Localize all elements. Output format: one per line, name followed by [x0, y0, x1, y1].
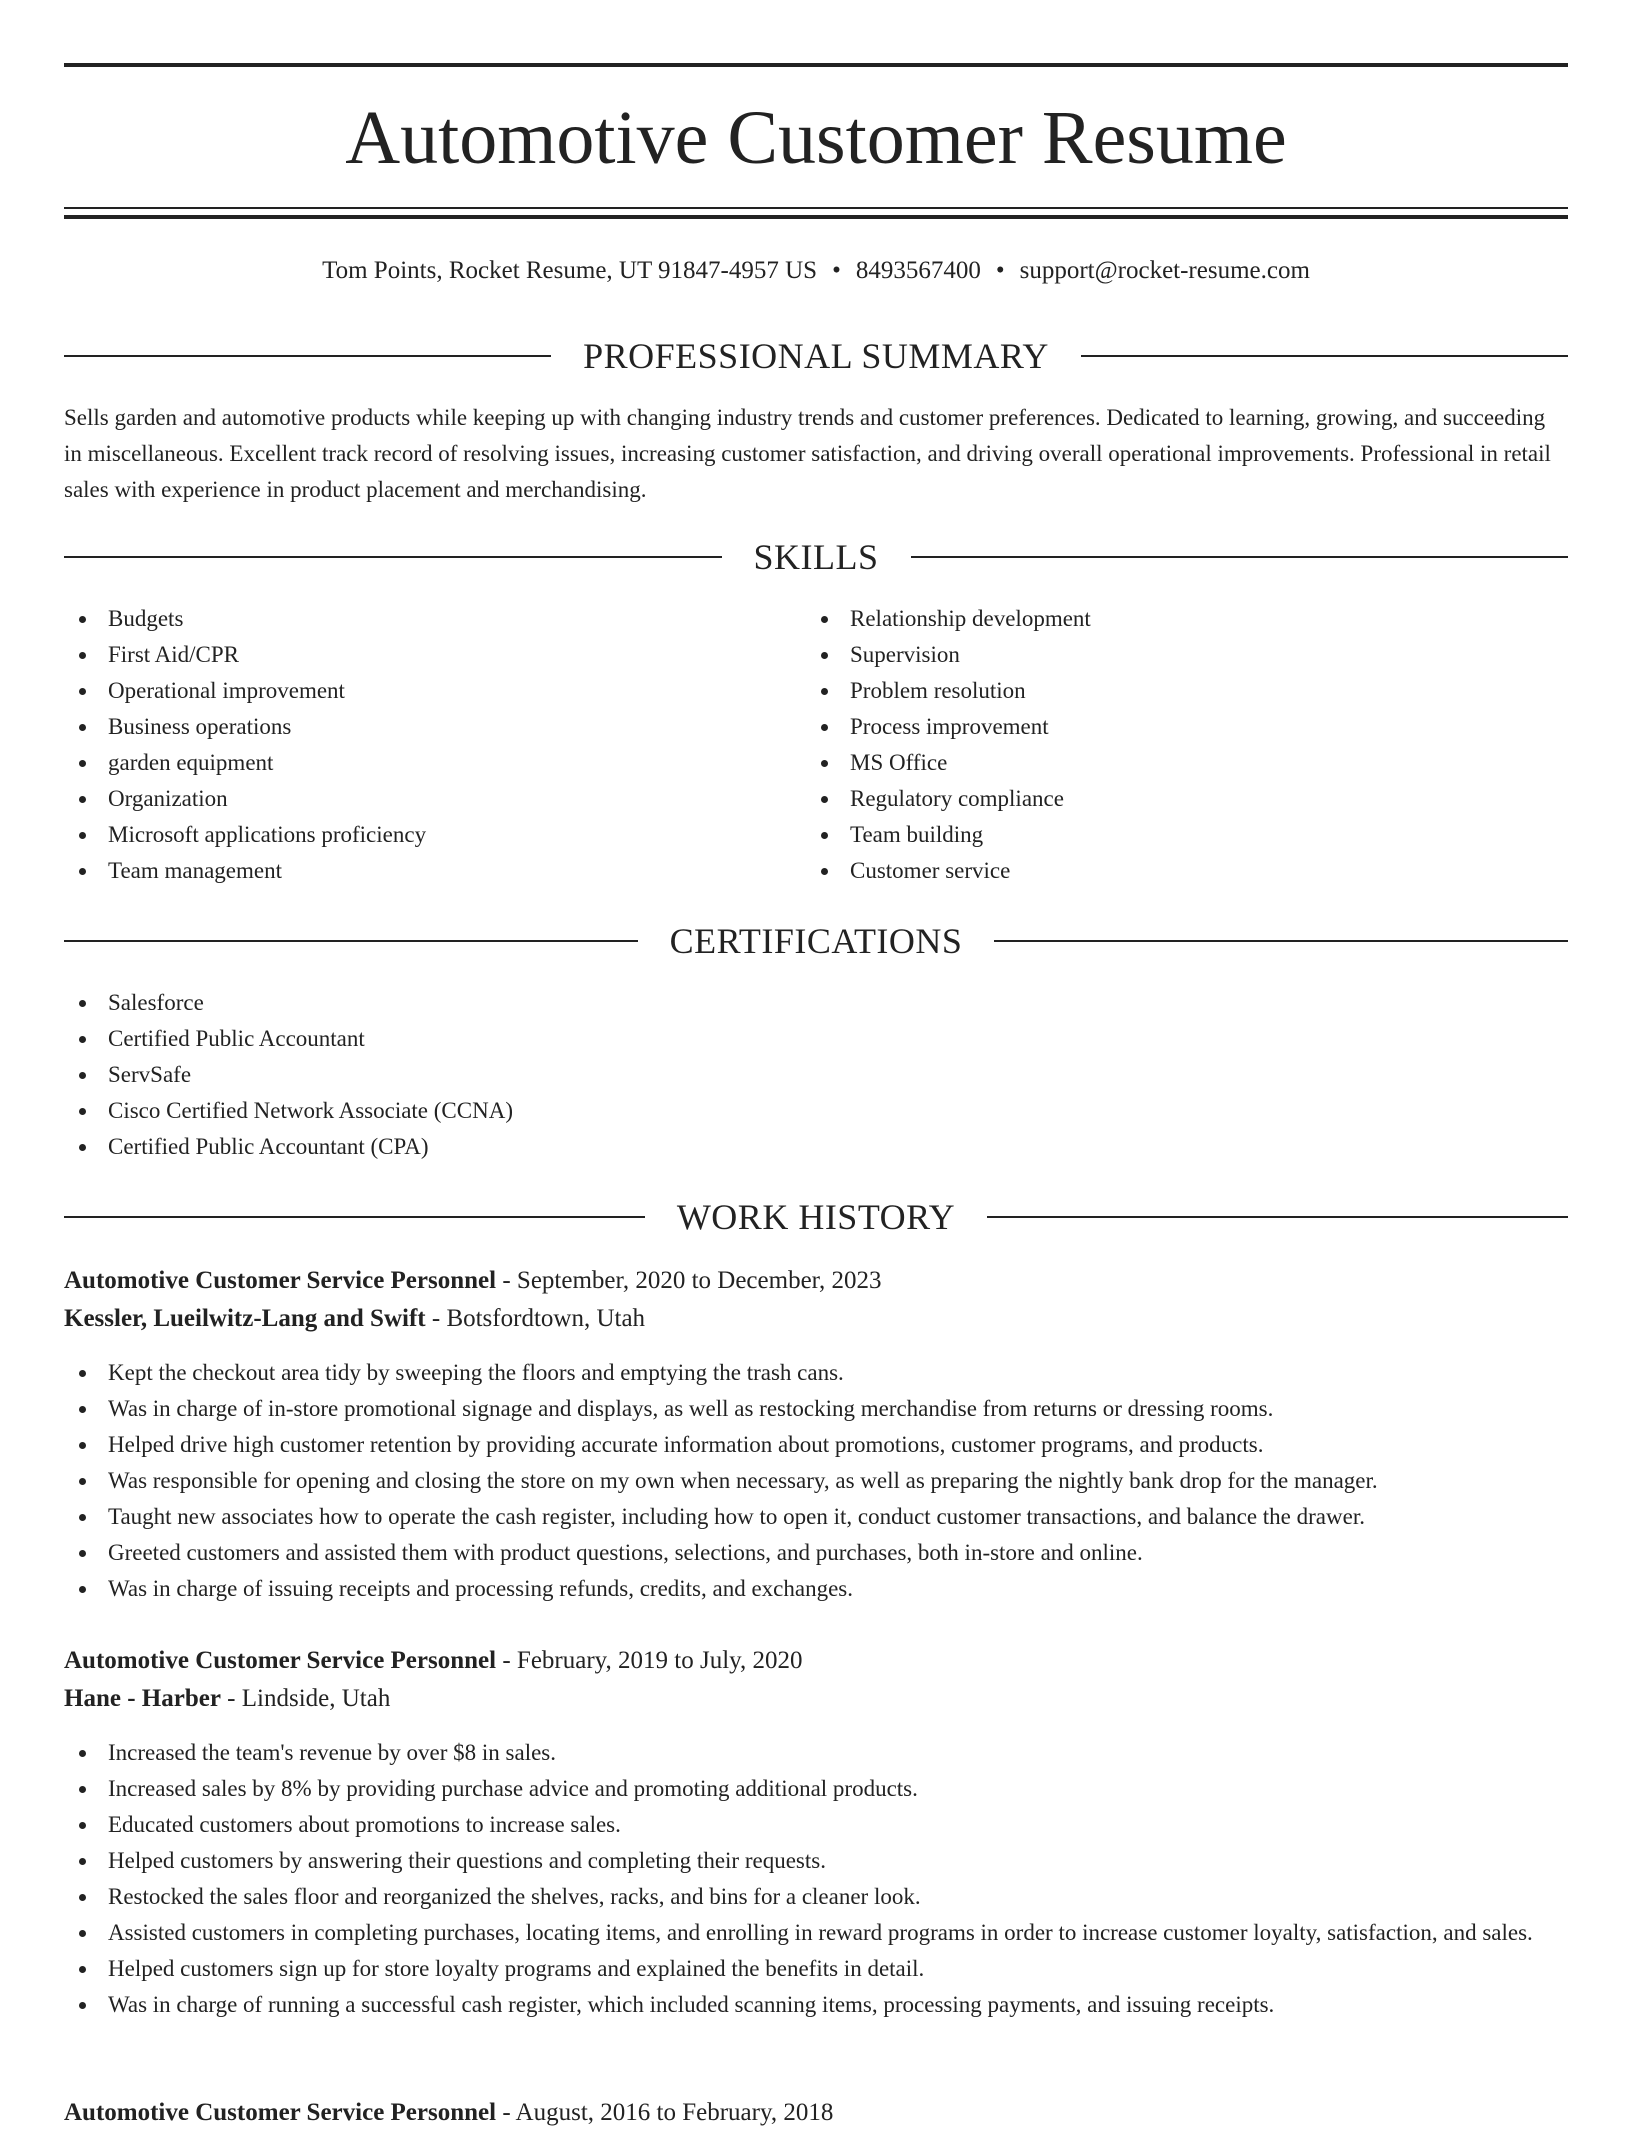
skill-item: Supervision [806, 637, 1526, 673]
job-dates: February, 2019 to July, 2020 [516, 1647, 803, 1674]
job-title-line: Automotive Customer Service Personnel - February, 2019 to July, 2020 [64, 1647, 803, 1674]
skill-item: Team management [64, 853, 784, 889]
job-title: Automotive Customer Service Personnel [64, 1267, 497, 1294]
divider-line [64, 1216, 645, 1218]
job-bullet: Was in charge of issuing receipts and processing refunds, credits, and exchanges. [64, 1571, 1568, 1607]
skill-item: Relationship development [806, 601, 1526, 637]
job-bullet: Helped customers sign up for store loyalty programs and explained the benefits in detail. [64, 1951, 1568, 1987]
job-location: Botsfordtown, Utah [446, 1305, 646, 1332]
section-header-skills [64, 535, 1568, 579]
certification-item: ServSafe [64, 1057, 1568, 1093]
certification-item: Cisco Certified Network Associate (CCNA) [64, 1093, 1568, 1129]
certifications-list [64, 985, 1568, 1165]
job-bullet: Kept the checkout area tidy by sweeping the floors and emptying the trash cans. [64, 1355, 1568, 1391]
section-header-summary [64, 334, 1568, 378]
divider-line [64, 940, 638, 942]
job-company: Kessler, Lueilwitz-Lang and Swift [64, 1305, 426, 1332]
job-title-line: Automotive Customer Service Personnel - September, 2020 to December, 2023 [64, 1267, 882, 1294]
section-title-skills: SKILLS [753, 537, 879, 577]
skills-list-right [806, 601, 1526, 889]
job-bullet: Greeted customers and assisted them with product questions, selections, and purchases, both in-store and online. [64, 1535, 1568, 1571]
job-bullet: Assisted customers in completing purchases, locating items, and enrolling in reward programs in order to increase customer loyalty, satisfaction, and sales. [64, 1915, 1568, 1951]
skill-item: Regulatory compliance [806, 781, 1526, 817]
job-title: Automotive Customer Service Personnel [64, 2099, 497, 2126]
divider-line [64, 556, 722, 558]
job-company-line: Kessler, Lueilwitz-Lang and Swift - Botsfordtown, Utah [64, 1305, 646, 1332]
header-rule-2 [64, 215, 1568, 219]
skill-item: Team building [806, 817, 1526, 853]
resume-title: Automotive Customer Resume [345, 96, 1287, 180]
contact-separator: • [832, 257, 841, 284]
divider-line [994, 940, 1568, 942]
job-bullet: Was in charge of in-store promotional signage and displays, as well as restocking merchandise from returns or dressing rooms. [64, 1391, 1568, 1427]
job-bullet: Increased sales by 8% by providing purchase advice and promoting additional products. [64, 1771, 1568, 1807]
skill-item: Organization [64, 781, 784, 817]
job-bullet: Increased the team's revenue by over $8 in sales. [64, 1735, 1568, 1771]
skill-item: Business operations [64, 709, 784, 745]
certification-item: Certified Public Accountant [64, 1021, 1568, 1057]
contact-line [64, 254, 1568, 288]
job-bullets [64, 1355, 1568, 1607]
job-title: Automotive Customer Service Personnel [64, 1647, 497, 1674]
job-dates: August, 2016 to February, 2018 [515, 2099, 834, 2126]
contact-separator: • [995, 257, 1005, 284]
contact-address: Tom Points, Rocket Resume, UT 91847-4957 US [322, 257, 818, 284]
job-company-line: Hane - Harber - Lindside, Utah [64, 1685, 391, 1712]
skill-item: Budgets [64, 601, 784, 637]
job-bullets [64, 1735, 1568, 2023]
skill-item: Operational improvement [64, 673, 784, 709]
certification-item: Certified Public Accountant (CPA) [64, 1129, 1568, 1165]
skills-list-left [64, 601, 784, 889]
section-header-certifications [64, 919, 1568, 963]
job-bullet: Was responsible for opening and closing the store on my own when necessary, as well as preparing the nightly bank drop for the manager. [64, 1463, 1568, 1499]
divider-line [1081, 355, 1568, 357]
skill-item: Process improvement [806, 709, 1526, 745]
job-bullet: Was in charge of running a successful cash register, which included scanning items, processing payments, and issuing receipts. [64, 1987, 1568, 2023]
skill-item: Customer service [806, 853, 1526, 889]
certification-item: Salesforce [64, 985, 1568, 1021]
skill-item: First Aid/CPR [64, 637, 784, 673]
divider-line [64, 355, 551, 357]
job-company: Hane - Harber [64, 1685, 221, 1712]
header-rule-1 [64, 207, 1568, 209]
section-title-certifications: CERTIFICATIONS [669, 921, 963, 961]
divider-line [911, 556, 1569, 558]
summary-text: Sells garden and automotive products while keeping up with changing industry trends and customer preferences. Dedicated to learning, growing, and succeeding in miscellaneous. Excellent track record of resolving issues, increasing customer satisfaction, and driving overall operational improvements. Professional in retail sales with experience in product placement and merchandising. [64, 405, 1551, 502]
job-bullet: Helped drive high customer retention by providing accurate information about promotions, customer programs, and products. [64, 1427, 1568, 1463]
job-bullet: Helped customers by answering their questions and completing their requests. [64, 1843, 1568, 1879]
contact-email[interactable]: support@rocket-resume.com [1019, 257, 1310, 284]
divider-line [987, 1216, 1568, 1218]
job-location: Lindside, Utah [241, 1685, 391, 1712]
skill-item: MS Office [806, 745, 1526, 781]
skill-item: Problem resolution [806, 673, 1526, 709]
skill-item: Microsoft applications proficiency [64, 817, 784, 853]
contact-phone: 8493567400 [855, 257, 981, 284]
section-title-summary: PROFESSIONAL SUMMARY [583, 336, 1049, 376]
job-dates: September, 2020 to December, 2023 [516, 1267, 882, 1294]
skill-item: garden equipment [64, 745, 784, 781]
job-bullet: Educated customers about promotions to increase sales. [64, 1807, 1568, 1843]
job-bullet: Taught new associates how to operate the cash register, including how to open it, conduct customer transactions, and balance the drawer. [64, 1499, 1568, 1535]
section-title-work-history: WORK HISTORY [676, 1197, 956, 1237]
job-bullet: Restocked the sales floor and reorganized the shelves, racks, and bins for a cleaner look. [64, 1879, 1568, 1915]
header-top-rule [64, 63, 1568, 67]
section-header-work-history [64, 1195, 1568, 1239]
job-title-line: Automotive Customer Service Personnel - August, 2016 to February, 2018 [64, 2099, 834, 2126]
